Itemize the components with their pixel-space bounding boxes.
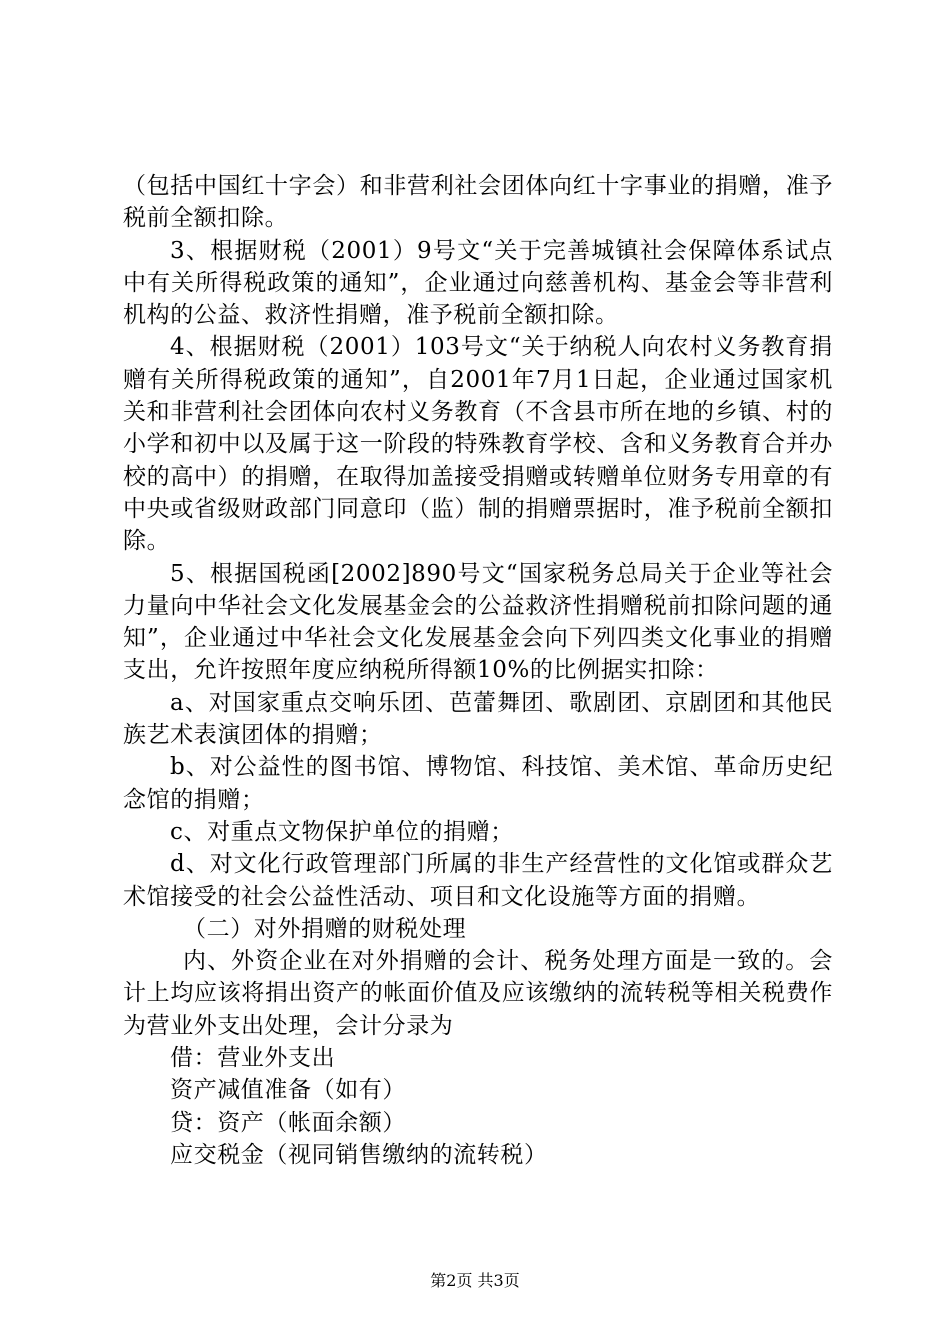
paragraph-item-4: 4、根据财税（2001）103号文“关于纳税人向农村义务教育捐赠有关所得税政策的通知”，自2001年7月1日起，企业通过国家机关和非营利社会团体向农村义务教育（不含县市所在地的乡镇、村的小学和初中以及属于这一阶段的特殊教育学校、含和义务教育合并办校的高中）的捐赠，在取得加盖接受捐赠或转赠单位财务专用章的有中央或省级财政部门同意印（监）制的捐赠票据时，准予税前全额扣除。 bbox=[123, 334, 833, 555]
paragraph-item-b: b、对公益性的图书馆、博物馆、科技馆、美术馆、革命历史纪念馆的捐赠； bbox=[123, 754, 833, 813]
document-body bbox=[123, 170, 833, 1171]
journal-entry-impairment: 资产减值准备（如有） bbox=[170, 1077, 406, 1104]
paragraph-red-cross-continuation: （包括中国红十字会）和非营利社会团体向红十字事业的捐赠，准予税前全额扣除。 bbox=[123, 173, 833, 232]
page-number-footer: 第2页 共3页 bbox=[430, 1271, 520, 1290]
paragraph-item-a: a、对国家重点交响乐团、芭蕾舞团、歌剧团、京剧团和其他民族艺术表演团体的捐赠； bbox=[123, 689, 833, 749]
paragraph-item-3: 3、根据财税（2001）9号文“关于完善城镇社会保障体系试点中有关所得税政策的通知”，企业通过向慈善机构、基金会等非营利机构的公益、救济性捐赠，准予税前全额扣除。 bbox=[123, 237, 833, 329]
section-heading-external-donation: （二）对外捐赠的财税处理 bbox=[183, 915, 467, 942]
journal-entry-tax: 应交税金（视同销售缴纳的流转税） bbox=[170, 1141, 548, 1168]
paragraph-item-d: d、对文化行政管理部门所属的非生产经营性的文化馆或群众艺术馆接受的社会公益性活动、项目和文化设施等方面的捐赠。 bbox=[123, 851, 833, 910]
journal-entry-credit: 贷：资产（帐面余额） bbox=[170, 1109, 406, 1136]
paragraph-item-5: 5、根据国税函[2002]890号文“国家税务总局关于企业等社会力量向中华社会文化发展基金会的公益救济性捐赠税前扣除问题的通知”，企业通过中华社会文化发展基金会向下列四类文化事业的捐赠支出，允许按照年度应纳税所得额10%的比例据实扣除： bbox=[123, 560, 833, 684]
journal-entry-debit: 借：营业外支出 bbox=[170, 1045, 336, 1072]
paragraph-item-c: c、对重点文物保护单位的捐赠； bbox=[170, 818, 514, 845]
paragraph-accounting-treatment: 内、外资企业在对外捐赠的会计、税务处理方面是一致的。会计上均应该将捐出资产的帐面价值及应该缴纳的流转税等相关税费作为营业外支出处理，会计分录为 bbox=[123, 948, 833, 1039]
